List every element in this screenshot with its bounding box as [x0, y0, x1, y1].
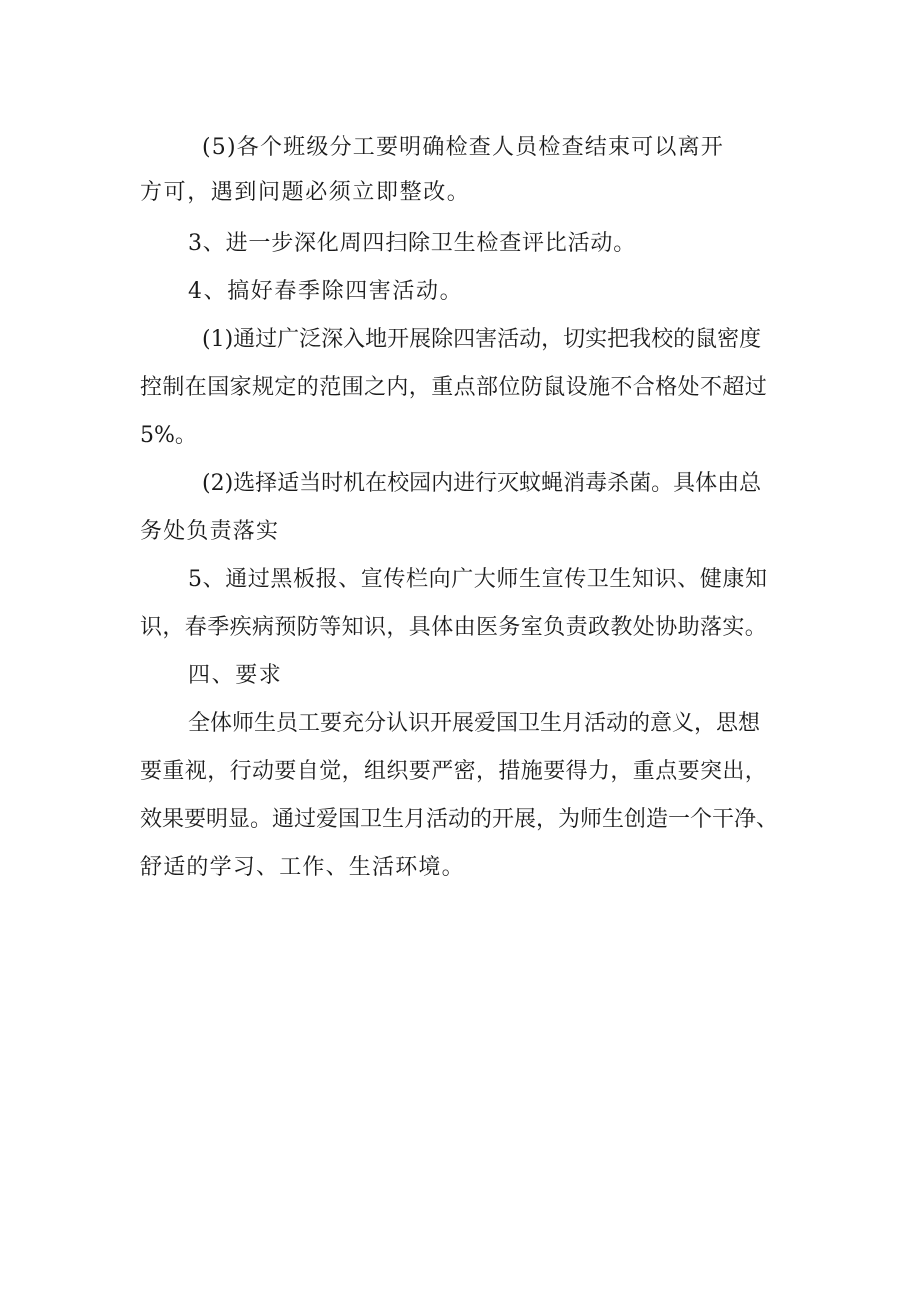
text-line: 5%。 [140, 423, 197, 448]
text-line: 四、要求 [188, 663, 283, 688]
text-line: 效果要明显。通过爱国卫生月活动的开展，为师生创造一个干净、 [140, 807, 779, 832]
text-line: 3、进一步深化周四扫除卫生检查评比活动。 [188, 231, 636, 256]
text-line: 4、搞好春季除四害活动。 [188, 279, 464, 304]
text-line: 舒适的学习、工作、生活环境。 [140, 855, 465, 880]
text-line: 务处负责落实 [140, 519, 280, 544]
text-line: 要重视，行动要自觉，组织要严密，措施要得力，重点要突出， [140, 759, 768, 784]
text-line: (1)通过广泛深入地开展除四害活动，切实把我校的鼠密度 [202, 327, 762, 352]
text-line: 方可，遇到问题必须立即整改。 [140, 180, 471, 205]
text-line: (2)选择适当时机在校园内进行灭蚊蝇消毒杀菌。具体由总 [202, 471, 762, 496]
text-line: 5、通过黑板报、宣传栏向广大师生宣传卫生知识、健康知 [188, 567, 768, 592]
text-line: (5)各个班级分工要明确检查人员检查结束可以离开 [202, 135, 724, 160]
text-line: 识，春季疾病预防等知识，具体由医务室负责政教处协助落实。 [140, 615, 768, 640]
text-line: 全体师生员工要充分认识开展爱国卫生月活动的意义，思想 [188, 711, 761, 736]
text-line: 控制在国家规定的范围之内，重点部位防鼠设施不合格处不超过 [140, 375, 768, 400]
